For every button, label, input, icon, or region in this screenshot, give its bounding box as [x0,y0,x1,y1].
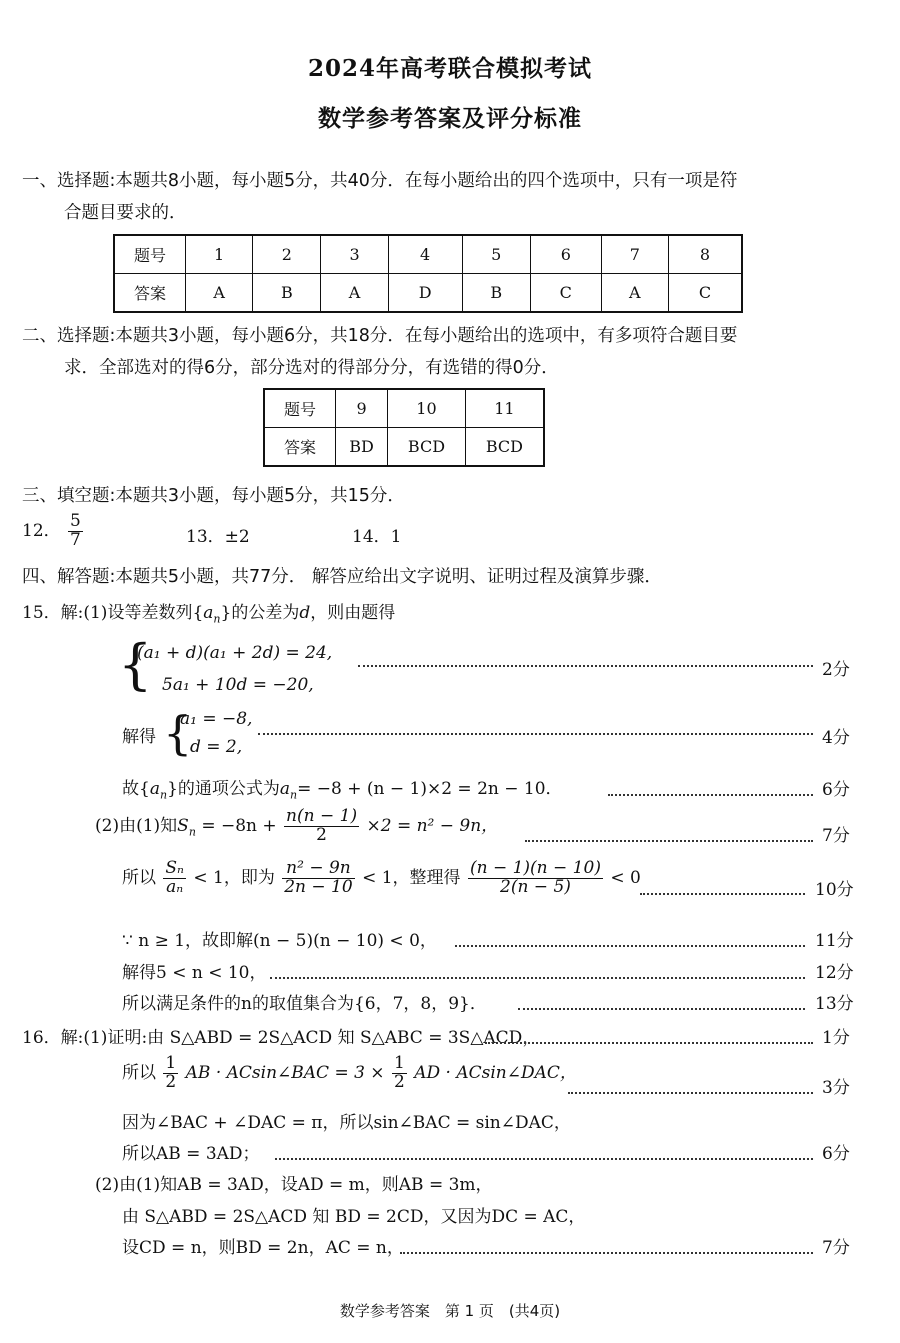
fraction-numerator: n(n − 1) [286,806,358,826]
table-cell: BCD [465,428,544,467]
left-brace-icon: { [118,633,153,696]
answer-14: 14．1 [352,527,402,547]
table-cell: 8 [668,235,742,274]
dotted-leader [568,1092,813,1094]
answer-12-fraction [68,513,83,550]
table-cell: B [462,274,530,313]
dotted-leader [258,733,813,735]
table-cell: A [186,274,253,313]
q15-part2-formula-a: = −8n + [201,815,277,836]
q15-intro-text3: ，则由题得 [310,603,396,623]
section4-heading: 四、解答题:本题共5小题，共77分． 解答应给出文字说明、证明过程及演算步骤． [22,567,662,587]
dotted-leader [400,1252,813,1254]
table-cell: B [253,274,321,313]
q16-area-line [122,1055,577,1092]
page-title: 2024年高考联合模拟考试 [307,55,592,82]
score-label: 10分 [815,880,854,900]
q15-inequality-text4: < 0 [610,867,641,888]
sequence-symbol: $\{a_n\}$ [192,603,232,626]
section1-heading: 一、选择题:本题共8小题，每小题5分，共40分．在每小题给出的四个选项中，只有一项是符 [22,171,738,191]
score-label: 2分 [822,660,850,680]
fraction [163,860,186,897]
fraction-denominator: 2 [316,824,327,845]
section2-heading: 二、选择题:本题共3小题，每小题6分，共18分．在每小题给出的选项中，有多项符合题目要 [22,326,738,346]
table-cell: C [668,274,742,313]
fraction-denominator: 7 [70,529,81,550]
dotted-leader [640,893,805,895]
table-cell: BD [336,428,388,467]
q16-part2-line: (2)由(1)知AB = 3AD，设AD = m，则AB = 3m， [95,1175,493,1195]
table-row [114,274,742,313]
q15-part2-formula-b: ×2 = n² − 9n， [366,815,499,836]
dotted-leader [358,665,813,667]
fraction [392,1055,407,1092]
fraction [282,860,354,897]
q16-area-formula-b: AD · ACsin∠DAC， [414,1062,577,1083]
table-row [264,389,544,428]
fraction-denominator: 2 [393,1071,405,1092]
fraction-denominator: 2 [165,1071,177,1092]
table-cell: D [388,274,462,313]
answer-12-label: 12． [22,520,61,541]
q15-inequality-line [122,860,641,897]
score-label: 7分 [822,826,850,846]
fraction-numerator: (n − 1)(n − 10) [469,858,601,878]
answer-table-1 [113,234,743,313]
fraction-numerator: 1 [165,1053,177,1073]
q15-inequality-text2: < 1，即为 [193,867,275,888]
q15-solution-eq1: a₁ = −8, [180,709,253,729]
q16-ab-line: 所以AB = 3AD； [122,1144,260,1164]
page-footer: 数学参考答案 第 1 页 (共4页) [339,1302,561,1320]
page-subtitle: 数学参考答案及评分标准 [318,105,582,132]
dotted-leader [525,840,813,842]
table-cell: 4 [388,235,462,274]
q15-system-eq2: 5a₁ + 10d = −20, [162,675,314,695]
fraction-numerator: 5 [70,511,81,531]
variable-d: d [299,603,311,623]
table-header-cell: 题号 [114,235,186,274]
table-cell: 7 [601,235,668,274]
table-cell: 5 [462,235,530,274]
answer-12 [22,513,85,550]
score-label: 7分 [822,1238,850,1258]
q15-part2-text: (2)由(1)知 [95,815,178,836]
fraction-numerator: n² − 9n [282,860,354,879]
dotted-leader [270,977,805,979]
table-cell: 9 [336,389,388,428]
table-cell: 1 [186,235,253,274]
dotted-leader [485,1042,813,1044]
fraction-numerator: Sₙ [165,858,184,878]
q16-area-text: 所以 [122,1062,156,1083]
table-header-cell: 题号 [264,389,336,428]
dotted-leader [455,945,805,947]
table-header-cell: 答案 [114,274,186,313]
section2-heading-cont: 求．全部选对的得6分，部分选对的得部分分，有选错的得0分． [64,358,559,378]
q15-inequality-text3: < 1，整理得 [362,867,461,888]
table-row [264,428,544,467]
q15-intro [22,598,395,625]
q15-inequality-text: 所以 [122,867,156,888]
table-cell: 11 [465,389,544,428]
dotted-leader [608,794,813,796]
section1-heading-cont: 合题目要求的． [64,203,187,223]
fraction [468,860,603,897]
q16-bd-line: 由 S△ABD = 2S△ACD 知 BD = 2CD，又因为DC = AC， [122,1207,586,1227]
q15-general-term [122,774,563,801]
table-cell: A [321,274,388,313]
table-cell: 6 [530,235,601,274]
term-symbol: $a_n$ [279,779,298,802]
q16-angle-line: 因为∠BAC + ∠DAC = π，所以sin∠BAC = sin∠DAC， [122,1113,571,1133]
q15-line-answer-set: 所以满足条件的n的取值集合为{6，7，8，9}． [122,994,487,1014]
fraction [163,1055,178,1092]
answer-13: 13．±2 [186,527,250,547]
table-cell: 10 [388,389,466,428]
score-label: 3分 [822,1078,850,1098]
score-label: 13分 [815,994,854,1014]
table-cell: A [601,274,668,313]
q16-area-formula-a: AB · ACsin∠BAC = 3 × [185,1062,385,1083]
score-label: 11分 [815,931,854,951]
q15-line-solution: 解得5 < n < 10， [122,963,267,983]
dotted-leader [518,1008,805,1010]
q15-system-eq1: (a₁ + d)(a₁ + 2d) = 24, [137,643,333,663]
q15-intro-text: 15．解:(1)设等差数列 [22,603,193,623]
table-cell: 3 [321,235,388,274]
q15-solve-label: 解得 [122,727,156,747]
fraction [284,808,359,845]
left-brace-icon: { [163,706,193,760]
q15-intro-text2: 的公差为 [231,603,300,623]
dotted-leader [275,1158,813,1160]
score-label: 12分 [815,963,854,983]
score-label: 1分 [822,1028,850,1048]
score-label: 6分 [822,780,850,800]
q15-solution-eq2: d = 2, [190,737,243,757]
q15-general-formula: = −8 + (n − 1)×2 = 2n − 10． [297,779,563,799]
section3-heading: 三、填空题:本题共3小题，每小题5分，共15分． [22,486,405,506]
sequence-symbol: $\{a_n\}$ [139,779,178,802]
answer-table-2 [263,388,545,467]
sum-symbol: $S_n$ [177,815,196,839]
q15-general-text2: 的通项公式为 [177,779,280,799]
fraction-denominator: 2(n − 5) [500,876,571,897]
table-cell: C [530,274,601,313]
table-cell: 2 [253,235,321,274]
q16-cd-line: 设CD = n，则BD = 2n，AC = n， [122,1238,404,1258]
table-cell: BCD [388,428,466,467]
q15-general-text: 故 [122,779,139,799]
table-header-cell: 答案 [264,428,336,467]
score-label: 4分 [822,728,850,748]
fraction-denominator: aₙ [166,876,184,897]
score-label: 6分 [822,1144,850,1164]
q15-part2-line [95,808,498,845]
fraction-numerator: 1 [393,1053,405,1073]
q16-intro: 16．解:(1)证明:由 S△ABD = 2S△ACD 知 S△ABC = 3S△ACD， [22,1028,540,1048]
fraction-denominator: 2n − 10 [284,876,353,897]
q15-line-n-ge-1: ∵ n ≥ 1，故即解(n − 5)(n − 10) < 0， [122,931,437,951]
table-row [114,235,742,274]
